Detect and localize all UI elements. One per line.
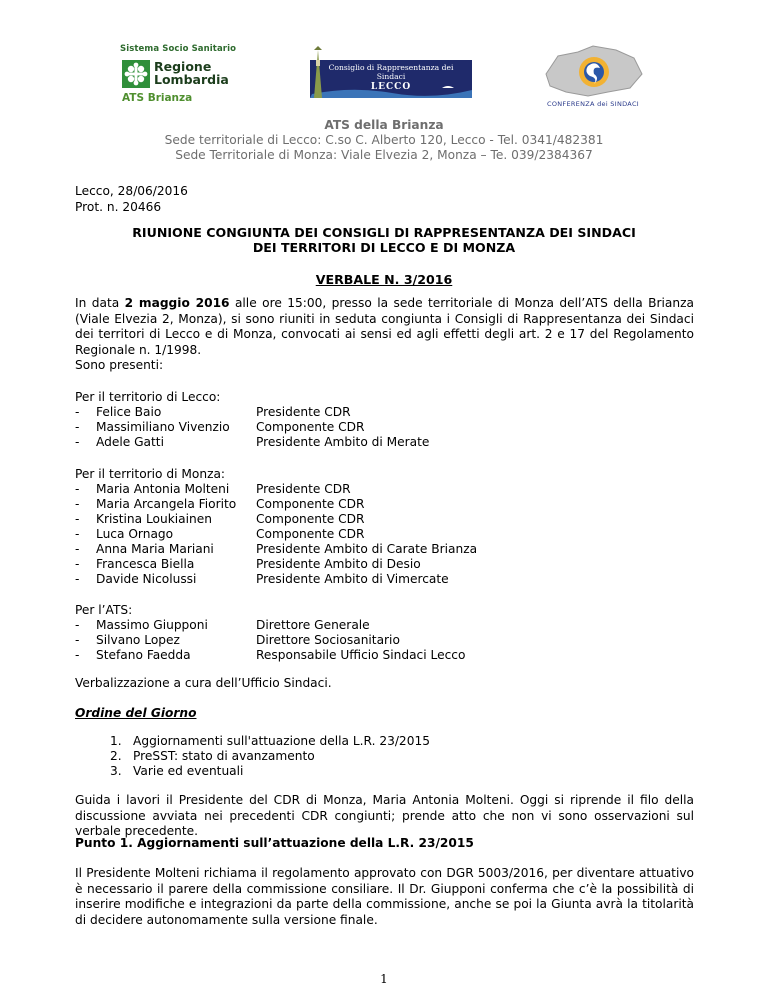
- group-label-monza: Per il territorio di Monza:: [75, 467, 226, 481]
- verbale-number: VERBALE N. 3/2016: [315, 272, 453, 287]
- attendee-role: Presidente CDR: [256, 482, 351, 496]
- attendee-role: Presidente Ambito di Carate Brianza: [256, 542, 478, 556]
- list-dash: -: [75, 572, 80, 586]
- attendee-role: Componente CDR: [256, 512, 365, 526]
- attendee-role: Componente CDR: [256, 497, 365, 511]
- lombardia-map-icon: [538, 44, 648, 100]
- consiglio-city: LECCO: [370, 82, 412, 92]
- intro-pre: In data: [75, 296, 125, 310]
- attendee-name: Massimo Giupponi: [96, 618, 208, 632]
- attendee-role: Componente CDR: [256, 527, 365, 541]
- consiglio-title: Consiglio di Rappresentanza dei Sindaci: [328, 63, 454, 81]
- agenda-heading: Ordine del Giorno: [75, 706, 197, 720]
- page-number: 1: [380, 972, 388, 986]
- agenda-text: Varie ed eventuali: [133, 764, 244, 778]
- attendee-name: Anna Maria Mariani: [96, 542, 214, 556]
- logo-name-line2: Lombardia: [154, 72, 229, 87]
- meeting-date: 2 maggio 2016: [124, 296, 230, 310]
- list-dash: -: [75, 497, 80, 511]
- agenda-text: PreSST: stato di avanzamento: [133, 749, 315, 763]
- present-label: Sono presenti:: [75, 358, 164, 372]
- rose-camuna-icon: [122, 60, 150, 88]
- document-date: Lecco, 28/06/2016: [75, 184, 188, 198]
- list-dash: -: [75, 557, 80, 571]
- regione-lombardia-logo: [120, 44, 240, 106]
- attendee-role: Presidente Ambito di Vimercate: [256, 572, 449, 586]
- attendee-name: Luca Ornago: [96, 527, 174, 541]
- list-dash: -: [75, 420, 80, 434]
- logo-ats-text: ATS Brianza: [122, 92, 193, 104]
- meeting-title-line2: DEI TERRITORI DI LECCO E DI MONZA: [252, 240, 516, 255]
- verbalizzazione-note: Verbalizzazione a cura dell’Ufficio Sindaci.: [75, 676, 332, 690]
- attendee-name: Adele Gatti: [96, 435, 164, 449]
- attendee-name: Maria Arcangela Fiorito: [96, 497, 237, 511]
- attendee-role: Responsabile Ufficio Sindaci Lecco: [256, 648, 466, 662]
- agenda-number: 3.: [110, 764, 122, 778]
- list-dash: -: [75, 542, 80, 556]
- protocol-number: Prot. n. 20466: [75, 200, 162, 214]
- attendee-name: Davide Nicolussi: [96, 572, 197, 586]
- guida-paragraph: Guida i lavori il Presidente del CDR di Monza, Maria Antonia Molteni. Oggi si riprende il filo della discussione avviata nei precedenti CDR congiunti; prende atto che non vi sono osservazioni sul verbale precedente.: [75, 793, 694, 839]
- consiglio-logo: [292, 46, 474, 100]
- list-dash: -: [75, 648, 80, 662]
- agenda-number: 1.: [110, 734, 122, 748]
- address-monza: Sede Territoriale di Monza: Viale Elvezia 2, Monza – Te. 039/2384367: [175, 148, 593, 162]
- logo-top-text: Sistema Socio Sanitario: [120, 44, 237, 54]
- attendee-name: Felice Baio: [96, 405, 162, 419]
- list-dash: -: [75, 633, 80, 647]
- group-label-lecco: Per il territorio di Lecco:: [75, 390, 221, 404]
- agenda-text: Aggiornamenti sull'attuazione della L.R. 23/2015: [133, 734, 430, 748]
- attendee-role: Componente CDR: [256, 420, 365, 434]
- list-dash: -: [75, 512, 80, 526]
- logo-name-line1: Regione: [154, 59, 212, 74]
- agenda-number: 2.: [110, 749, 122, 763]
- attendee-name: Massimiliano Vivenzio: [96, 420, 230, 434]
- list-dash: -: [75, 618, 80, 632]
- attendee-name: Silvano Lopez: [96, 633, 180, 647]
- intro-paragraph: [75, 296, 694, 358]
- attendee-name: Francesca Biella: [96, 557, 195, 571]
- attendee-role: Presidente Ambito di Desio: [256, 557, 421, 571]
- list-dash: -: [75, 405, 80, 419]
- address-lecco: Sede territoriale di Lecco: C.so C. Alberto 120, Lecco - Tel. 0341/482381: [164, 133, 604, 147]
- attendee-role: Presidente Ambito di Merate: [256, 435, 430, 449]
- org-name: ATS della Brianza: [324, 118, 444, 132]
- conferenza-text: CONFERENZA dei SINDACI: [547, 100, 639, 108]
- list-dash: -: [75, 435, 80, 449]
- logo-name: [154, 60, 229, 86]
- attendee-role: Direttore Sociosanitario: [256, 633, 400, 647]
- attendee-name: Kristina Loukiainen: [96, 512, 212, 526]
- list-dash: -: [75, 527, 80, 541]
- meeting-title-line1: RIUNIONE CONGIUNTA DEI CONSIGLI DI RAPPRESENTANZA DEI SINDACI: [132, 225, 636, 240]
- attendee-role: Presidente CDR: [256, 405, 351, 419]
- conferenza-logo: [538, 44, 648, 110]
- punto1-paragraph: Il Presidente Molteni richiama il regolamento approvato con DGR 5003/2016, per diventare attuativo è necessario il parere della commissione consiliare. Il Dr. Giupponi conferma che c’è la possibilità di inserire modifiche e integrazioni da parte della commissione, anche se poi la Giunta avrà la titolarità di decidere autonomamente sulla versione finale.: [75, 866, 694, 927]
- group-label-ats: Per l’ATS:: [75, 603, 133, 617]
- list-dash: -: [75, 482, 80, 496]
- intro-post: alle ore 15:00, presso la sede territoriale di Monza dell’ATS della Brianza (Viale Elvezia 2, Monza), si sono riuniti in seduta congiunta i Consigli di Rappresentanza dei Sindaci dei territori di Lecco e di Monza, convocati ai sensi ed agli effetti degli art. 2 e 17 del Regolamento Regionale n. 1/1998.: [75, 296, 694, 357]
- attendee-name: Maria Antonia Molteni: [96, 482, 230, 496]
- attendee-role: Direttore Generale: [256, 618, 370, 632]
- punto1-heading: Punto 1. Aggiornamenti sull’attuazione della L.R. 23/2015: [75, 836, 474, 850]
- attendee-name: Stefano Faedda: [96, 648, 191, 662]
